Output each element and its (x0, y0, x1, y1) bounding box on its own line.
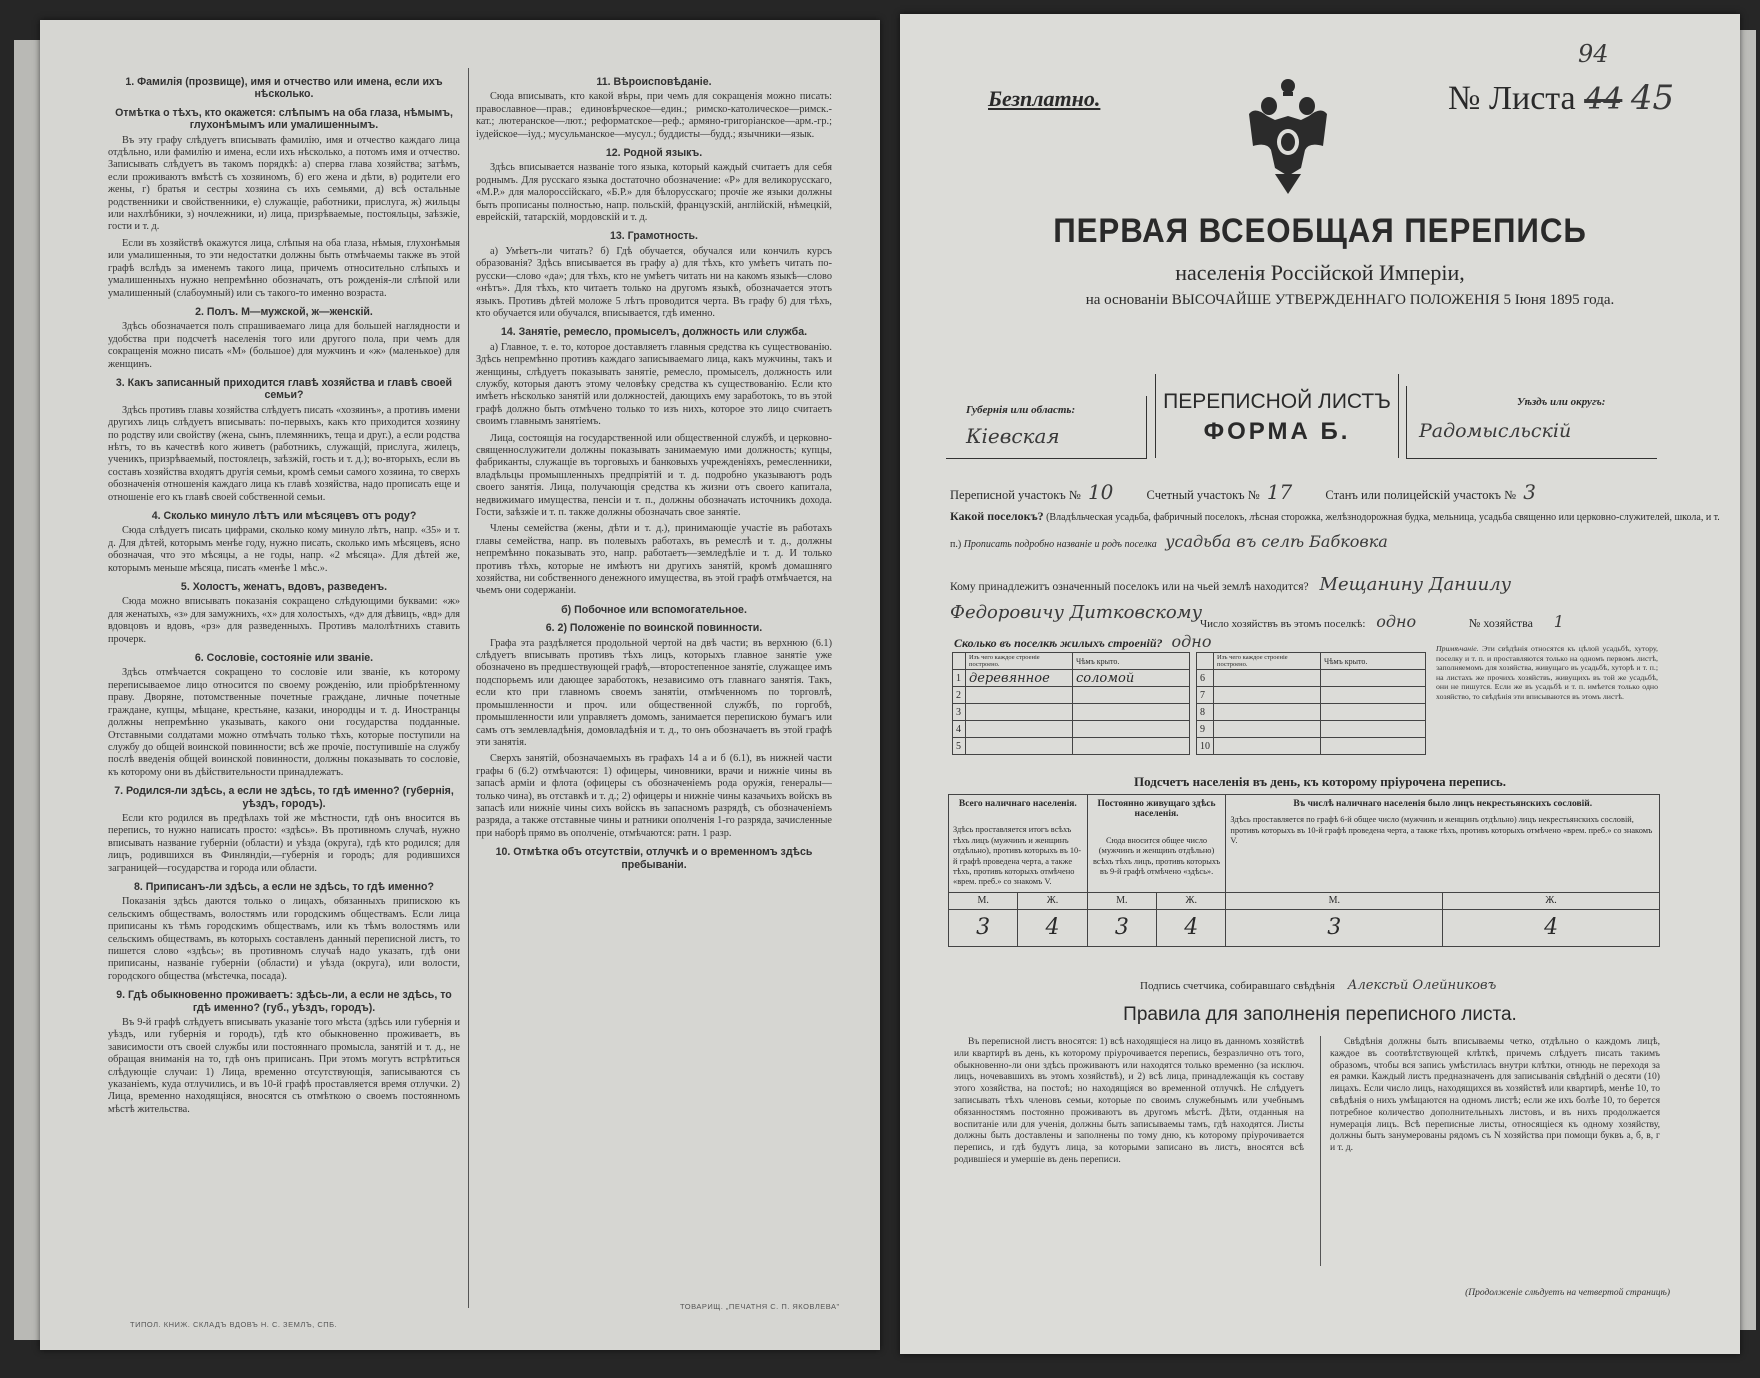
section-paragraph: а) Главное, т. е. то, которое доставляетъ главныя средства къ существованію. Здѣсь непремѣнно противъ каждаго записываемаго лица, какъ мужчины, такъ и женщины, слѣдуетъ показывать занятіе, ремесло, промыселъ, должность или службу, которыя даютъ этому человѣку средства къ существованію. Если кто имѣетъ нѣсколько занятій или должностей, дающихъ ему заработокъ, то въ этой графѣ должно быть отмѣчено только то изъ нихъ, которое это лицо считаетъ своимъ главнымъ занятіемъ. (476, 341, 832, 428)
count-value: 3 (949, 909, 1018, 946)
count-heading: Подсчетъ населенія въ день, къ которому пріурочена перепись. (1134, 774, 1506, 789)
building-row (1197, 721, 1426, 738)
buildings-row (954, 632, 1211, 651)
section-heading: 1. Фамилія (прозвище), имя и отчество или имена, если ихъ нѣсколько. (125, 76, 443, 101)
census-title: ПЕРВАЯ ВСЕОБЩАЯ ПЕРЕПИСЬ (1053, 212, 1587, 250)
count-col1-title: Всего наличнаго населенія. (958, 799, 1077, 809)
building-cell-empty (1214, 704, 1321, 721)
section-heading: 12. Родной языкъ. (605, 147, 703, 160)
settlement-row (950, 504, 1720, 557)
buildings-col-roof: Чѣмъ крыто. (1321, 653, 1426, 670)
building-cell-n: 2 (953, 687, 966, 704)
buildings-left-rows (953, 670, 1190, 755)
buildings-col-roof: Чѣмъ крыто. (1073, 653, 1190, 670)
count-col1-text: Здѣсь проставляется итогъ всѣхъ тѣхъ лицъ (мужчинъ и женщинъ отдѣльно), противъ которыхъ въ 10-й графѣ проведена черта, а также тѣхъ, противъ которыхъ отмѣчено «врем. преб.» со знакомъ V. (953, 825, 1082, 887)
household-no-label: № хозяйства (1468, 616, 1533, 630)
building-cell-n: 7 (1197, 687, 1214, 704)
count-table (948, 794, 1660, 947)
owner-value-2: Федоровичу Дитковскому (950, 602, 1203, 623)
building-row (1197, 704, 1426, 721)
section-heading: 9. Гдѣ обыкновенно проживаетъ: здѣсь-ли, а если не здѣсь, то гдѣ именно? (губ., уѣздъ, городъ). (116, 989, 452, 1014)
building-row (1197, 738, 1426, 755)
rules-continue: (Продолженіе слѣдуетъ на четвертой страницѣ) (1465, 1288, 1670, 1298)
rules-title: Правила для заполненія переписного листа. (1123, 1004, 1517, 1025)
building-cell-empty (1214, 687, 1321, 704)
building-row (953, 704, 1190, 721)
left-column-2 (476, 70, 832, 1270)
owner-label: Кому принадлежитъ означенный поселокъ или на чьей землѣ находится? (950, 581, 1309, 593)
printer-footer-left: ТИПОЛ. КНИЖ. СКЛАДЪ ВДОВЪ Н. С. ЗЕМЛЪ, СПБ. (130, 1320, 338, 1329)
form-title: ПЕРЕПИСНОЙ ЛИСТЪ (1163, 390, 1391, 413)
precinct-row (950, 480, 1710, 504)
buildings-label: Сколько въ поселкѣ жилыхъ строеній? (954, 636, 1163, 650)
building-cell-empty (1321, 687, 1426, 704)
section-paragraph: а) Умѣетъ-ли читать? б) Гдѣ обучается, обучался или кончилъ курсъ образованія? Здѣсь вписывается въ графу а) для тѣхъ, кто умѣетъ читать по-русски—слово «да»; для тѣхъ, кто не умѣетъ читать ни на какомъ языкѣ—слово «нѣтъ». Для тѣхъ, кто читаетъ только на другомъ языкѣ, обозначается этотъ языкъ. Противъ дѣтей моложе 5 лѣтъ проводится черта. Въ графу б) для тѣхъ, кто обучается или обучался, вписывается, гдѣ именно. (476, 245, 832, 319)
building-cell-empty (1321, 721, 1426, 738)
building-cell-b (1073, 687, 1190, 704)
owner-value-1: Мещанину Даниилу (1319, 574, 1512, 595)
building-cell-n: 5 (953, 738, 966, 755)
buildings-table-left (952, 652, 1190, 755)
male-label: М. (949, 892, 1018, 909)
section-heading: 3. Какъ записанный приходится главѣ хозяйства и главѣ своей семьи? (115, 376, 453, 402)
count-value: 3 (1226, 909, 1443, 946)
building-cell-empty (1214, 721, 1321, 738)
buildings-col-number (1197, 653, 1214, 670)
count-mf-row (949, 892, 1660, 909)
count-col3-header (1226, 795, 1660, 893)
building-cell-n: 6 (1197, 670, 1214, 687)
right-page (900, 14, 1740, 1354)
sheet-old-number: 44 (1584, 82, 1623, 117)
count-col3-title: Въ числѣ наличнаго населенія было лицъ некрестьянскихъ сословій. (1293, 799, 1593, 809)
section-heading: 10. Отмѣтка объ отсутствіи, отлучкѣ и о временномъ здѣсь пребываніи. (495, 846, 813, 871)
count-col2-title: Постоянно живущаго здѣсь населенія. (1097, 799, 1216, 820)
building-row (953, 670, 1190, 687)
section-heading: 11. Вѣроисповѣданіе. (596, 76, 712, 88)
section-paragraph: Сюда можно вписывать показанія сокращено слѣдующими буквами: «ж» для женатыхъ, «з» для замужнихъ, «х» для холостыхъ, «д» для дѣвицъ, «вд» для вдовцовъ и вдовъ, «рз» для разведенныхъ. Противъ малолѣтнихъ ставить прочерк. (108, 596, 460, 645)
stan-value: 3 (1523, 480, 1536, 504)
signature-label: Подпись счетчика, собиравшаго свѣдѣнія (1140, 980, 1335, 992)
section-paragraph: Показанія здѣсь даются только о лицахъ, обязанныхъ припискою къ сельскимъ обществамъ, волостямъ или городскимъ обществамъ. Если лица приписаны къ тѣмъ городскимъ обществамъ, или къ тѣмъ волостямъ или сельскимъ обществамъ, въ которыхъ составленъ данный переписной листъ, то пишется слово «здѣсь»; въ противномъ случаѣ надо указать, гдѣ они приписаны, названіе губерніи (области) и уѣзда (округа), или волости, городского общества (мѣстечка, посада). (108, 896, 460, 982)
precinct-value: 10 (1087, 480, 1114, 504)
rules-right-text: Свѣдѣнія должны быть вписываемы четко, отдѣльно о каждомъ лицѣ, каждое въ соотвѣтствующей клѣткѣ, причемъ слѣдуетъ писать такимъ образомъ, чтобы вся запись умѣстилась внутри клѣтки, отнюдь не переходя за ея рамки. Каждый листъ предназначенъ для записыванія свѣдѣній о десяти (10) лицахъ. Если число лицъ, находящихся въ хозяйствѣ или квартирѣ, менѣе 10, то свѣдѣнія о нихъ умѣщаются на одномъ листѣ; если же ихъ болѣе 10, то берется потребное количество дополнительныхъ листовъ, и въ нихъ продолжается нумерація лицъ. Всѣ переписные листы, относящіеся къ одному хозяйству, должны быть занумерованы рядомъ съ N хозяйства при помощи буквъ а, б, в, г и т. д. (1330, 1036, 1660, 1154)
section-heading: 6. Сословіе, состояніе или званіе. (194, 652, 374, 665)
building-cell-b (1073, 738, 1190, 755)
building-cell-n: 8 (1197, 704, 1214, 721)
rules-left-text: Въ переписной листъ вносятся: 1) всѣ находящіеся на лицо въ данномъ хозяйствѣ или квартирѣ въ день, къ которому пріурочивается перепись, безразлично отъ того, обыкновенно-ли они здѣсь проживаютъ или находятся только временно (за исключ. лицъ, ночевавшихъ въ этомъ хозяйствѣ), и 2) всѣ лица, принадлежащія къ составу этого хозяйства, на постоѣ; но находящіяся во временной отлучкѣ. Не слѣдуетъ записывать тѣхъ членовъ семьи, которые по своимъ служебнымъ или учебнымъ обязанностямъ постоянно проживаютъ въ другомъ мѣстѣ. Дѣти, отданныя на воспитаніе или для ученія, должны быть записываемы тамъ, гдѣ находятся. Листы должны быть доставлены и заполнены по тому дню, къ которому пріурочивается перепись, и гдѣ будутъ лица, за которыми записано въ листъ, вносятся всѣ родившіеся и умершіе въ день переписи. (954, 1036, 1304, 1165)
building-cell-b (1073, 704, 1190, 721)
building-cell-a: деревянное (966, 670, 1073, 687)
section-heading: 13. Грамотность. (610, 230, 698, 243)
building-row (1197, 687, 1426, 704)
double-headed-eagle-emblem (1245, 76, 1331, 196)
gubernia-value: Кіевская (966, 424, 1060, 448)
building-cell-empty (1214, 738, 1321, 755)
count-col1-header (949, 795, 1088, 893)
section-paragraph: Въ эту графу слѣдуетъ вписывать фамилію, имя и отчество каждаго лица отдѣльно, или фамилію и имена, если ихъ нѣсколько, а потомъ имя и отчество. Записывать слѣдуетъ въ такомъ порядкѣ: а) сперва глава хозяйства; затѣмъ, если проживаютъ вмѣстѣ съ хозяиномъ, б) его жена и дѣти, в) родители его жены, г) братья и сестры хозяина съ ихъ семьями, д) всѣ остальные родственники и свойственники, е) служащіе, работники, прислуга, ж) жильцы или нахлѣбники, з) ночлежники, и) лица, призрѣваемые, постояльцы, заѣзжіе, гости и т. д. (108, 134, 460, 233)
left-column-1 (108, 70, 460, 1270)
section-paragraph: Графа эта раздѣляется продольной чертой на двѣ части; въ верхнюю (6.1) слѣдуетъ вписывать противъ тѣхъ лицъ, которыхъ главное занятіе уже обозначено въ предшествующей графѣ,—второстепенное занятіе, служащее имъ подспорьемъ или дающее заработокъ, независимо отъ главнаго занятія. Такъ, если кто при главномъ своемъ занятіи, отмѣченномъ по торговлѣ, промышленности и проч. или общественной службѣ, по горгобѣ, промышленности или управляетъ домомъ, занимается перепискою бумагъ или самъ отъ землевладѣнія, домовладѣнія и т. д., то онъ обозначаетъ въ этой графѣ эти занятія. (476, 637, 832, 748)
settlement-hint: (Владѣльческая усадьба, фабричный поселокъ, лѣсная сторожка, желѣзнодорожная будка, мельница, усадьба священно или церковно-служителей, школа, и т. п.) (950, 512, 1720, 550)
section-paragraph: Здѣсь противъ главы хозяйства слѣдуетъ писать «хозяинъ», а противъ имени другихъ лицъ слѣдуетъ вписывать: по-первыхъ, какъ кто приходится хозяину по родству или свойству (жена, сынъ, племянникъ, теща и друг.), а если родства нѣтъ, то въ качествѣ кого живетъ (работникъ, служащій, прислуга, жилецъ, ученикъ, призрѣваемый, постоялецъ, заѣзжій, гость и т. д.); во-вторыхъ, если въ составъ хозяйства входятъ другія семьи, кромѣ семьи самого хозяина, то сверхъ обозначенія отношенія каждаго лица къ главѣ хозяйства, надо прописать еще и отношеніе его къ главѣ своей собственной семьи. (108, 404, 460, 503)
stan-label: Станъ или полицейскій участокъ № (1325, 488, 1517, 502)
free-label: Безплатно. (988, 86, 1101, 111)
section-paragraph: Здѣсь отмѣчается сокращено то сословіе или званіе, къ которому переписываемое лицо относится по своему рожденію, или пріобрѣтенному праву. Дворяне, потомственные почетные граждане, личные почетные граждане, купцы, мѣщане, крестьяне, казаки, инородцы и т. д. Иностранцы должны непремѣнно указывать, какого они государства подданные. Отставными солдатами можно отмѣчать только тѣхъ, которые поступили на службу до общей воинской повинности; всѣ же прочіе, поступившіе на службу послѣ введенія общей воинской повинности, должны показывать то сословіе, къ которому они въ дѣйствительности принадлежатъ. (108, 667, 460, 778)
census-subtitle: населенія Россійской Имперіи, (1175, 260, 1465, 285)
household-no-value: 1 (1553, 612, 1564, 631)
section-heading: 5. Холостъ, женатъ, вдовъ, разведенъ. (180, 581, 388, 594)
section-paragraph: Сверхъ занятій, обозначаемыхъ въ графахъ 14 а и б (6.1), въ нижней части графы 6 (6.2) отмѣчаются: 1) офицеры, чиновники, врачи и нижніе чины въ запасѣ арміи и флота (офицеры съ обозначеніемъ рода оружія, генералы—только чина), въ отставкѣ и т. д.; 2) офицеры и нижніе чины казачьихъ войскъ въ запасѣ или нижніе чины сихъ войскъ въ запасномъ разрядѣ, съ обозначеніемъ разряда, а также отставные чины и ратники ополченія 1-го разряда, зачисленные при наборѣ прямо въ ополченіе, отмѣчаются: ратн. 1 разр. (476, 753, 832, 839)
sheet-number (1448, 78, 1674, 118)
building-cell-a (966, 704, 1073, 721)
section-paragraph: Здѣсь обозначается полъ спрашиваемаго лица для большей наглядности и удобства при подсчетѣ населенія того или другого пола, при чемъ для сокращенія можно писать «М» (большое) для мужчинъ и «ж» (маленькое) для женщинъ. (108, 321, 460, 370)
form-subtitle: ФОРМА Б. (1203, 418, 1351, 445)
column-divider (468, 68, 469, 1308)
uezd-value: Радомысльскій (1419, 420, 1572, 442)
building-cell-n: 9 (1197, 721, 1214, 738)
female-label: Ж. (1443, 892, 1660, 909)
form-title-box (1155, 374, 1399, 458)
building-cell-n: 10 (1197, 738, 1214, 755)
buildings-col-number (953, 653, 966, 670)
section-paragraph: Если въ хозяйствѣ окажутся лица, слѣпыя на оба глаза, нѣмыя, глухонѣмыя или умалишенныя, то эти недостатки должны быть отмѣчаемы также въ этой графѣ вслѣдъ за именемъ такого лица, причемъ относительно слѣпыхъ и умалишенныхъ нужно непремѣнно обозначать, отъ рожденія-ли слѣпой или умалишенный (слабоумный) или съ такого-то именно возраста. (108, 237, 460, 299)
buildings-note (1436, 644, 1658, 702)
building-cell-empty (1321, 704, 1426, 721)
section-heading: 6. 2) Положеніе по воинской повинности. (545, 622, 763, 635)
section-heading: 14. Занятіе, ремесло, промыселъ, должность или служба. (500, 326, 808, 339)
section-heading: б) Побочное или вспомогательное. (561, 603, 747, 616)
female-label: Ж. (1018, 892, 1087, 909)
settlement-value: усадьба въ селѣ Бабковка (1165, 532, 1388, 551)
buildings-table-right (1196, 652, 1426, 755)
uezd-label: Уѣздъ или округъ: (1517, 396, 1606, 408)
corner-page-number: 94 (1578, 40, 1609, 68)
census-basis: на основаніи ВЫСОЧАЙШЕ УТВЕРЖДЕННАГО ПОЛОЖЕНІЯ 5 Іюня 1895 года. (1085, 292, 1615, 308)
building-row (953, 687, 1190, 704)
building-cell-n: 3 (953, 704, 966, 721)
building-cell-b: соломой (1073, 670, 1190, 687)
building-cell-a (966, 721, 1073, 738)
building-cell-a (966, 738, 1073, 755)
section-paragraph: Если кто родился въ предѣлахъ той же мѣстности, гдѣ онъ вносится въ перепись, то нужно написать просто: «здѣсь». Въ противномъ случаѣ, нужно вписывать название губерніи (области) и уѣзда (округа), гдѣ кто родился; для лицъ, родившихся въ Финляндіи,—губернія и городъ; для родившихся заграницей—государства и города или области. (108, 812, 460, 874)
households-label: Число хозяйствъ въ этомъ поселкѣ: (1200, 618, 1366, 630)
section-paragraph: Въ 9-й графѣ слѣдуетъ вписывать указаніе того мѣста (здѣсь или губернія и уѣздъ, или губернія и городъ), гдѣ кто обыкновенно проживаетъ, въ зависимости отъ своей службы или постояннаго промысла, занятій и т. д., не обращая вниманія на то, гдѣ онъ приписанъ. При этомъ могутъ встрѣтиться слѣдующіе случаи: 1) Лица, временно отсутствующія, записываются съ указаніемъ, куда отлучились, и въ 10-й графѣ проставляется время отлучки. 2) Лица, временно находящіяся, вносятся съ отмѣткою о своемъ постоянномъ мѣстѣ жительства. (108, 1017, 460, 1115)
building-cell-empty (1321, 738, 1426, 755)
sheet-new-number: 45 (1630, 78, 1675, 118)
gubernia-label: Губернія или область: (966, 404, 1076, 416)
note-title: Примѣчаніе. (1436, 644, 1479, 653)
building-row (953, 738, 1190, 755)
section-paragraph: Сюда вписывать, кто какой вѣры, при чемъ для сокращенія можно писать: православное—прав.; единовѣрческое—един.; римско-католическое—римск.-кат.; лютеранское—лют.; реформатское—реф.; армяно-григоріанское—арм.-гр.; іудейское—іуд.; мусульманское—мусул.; буддисты—будд.; язычники—язык. (476, 91, 832, 140)
note-text: Эти свѣдѣнія относятся къ цѣлой усадьбѣ, хутору, поселку и т. п. и проставляются только на одномъ первомъ листѣ, заполняемомъ для хозяйства, живущаго въ усадьбѣ, хуторѣ и т. п.; на листахъ же прочихъ хозяйствъ, живущихъ въ той же усадьбѣ, они не пишутся. Если же въ усадьбѣ и т. п. имѣется только одно хозяйство, то свѣдѣнія эти вписываются въ этомъ листѣ. (1436, 644, 1659, 701)
signature-row (1140, 978, 1496, 993)
count-col3-text: Здѣсь проставляется по графѣ 6-й общее число (мужчинъ и женщинъ отдѣльно) лицъ некрестьянскихъ сословій, противъ которыхъ въ 10-й графѣ проведена черта, а также тѣхъ, противъ которыхъ отмѣчено «врем. преб.» со знакомъ V. (1230, 815, 1653, 846)
signature-value: Алексѣй Олейниковъ (1347, 978, 1497, 993)
count-col2-header (1087, 795, 1226, 893)
building-cell-empty (1321, 670, 1426, 687)
building-row (1197, 670, 1426, 687)
section-paragraph: Члены семейства (жены, дѣти и т. д.), принимающіе участіе въ работахъ главы семейства, напр. въ полевыхъ работахъ, въ ремеслѣ и т. д., должны непремѣнно показывать это, напр. работаетъ—земледѣліе и т. д. И только противъ тѣхъ, которые не имѣютъ ни другихъ занятій, кромѣ домашняго хозяйства, ни собственного денежного имущества, въ этой графѣ отмѣчается, на чьемъ они содержаніи. (476, 523, 832, 597)
building-cell-n: 4 (953, 721, 966, 738)
count-precinct-value: 17 (1266, 480, 1293, 504)
section-heading: 4. Сколько минуло лѣтъ или мѣсяцевъ отъ роду? (151, 510, 417, 522)
section-paragraph: Лица, состоящія на государственной или общественной службѣ, и церковно-священнослужители должны показывать занимаемую ими должность; купцы, фабриканты, служащіе въ торговыхъ и банковыхъ учрежденіяхъ, ремесленники, владѣльцы промышленныхъ предпріятій и т. д. подробно указываютъ родъ своего занятія. Лица, получающія средства къ жизни отъ своего капитала, недвижимаго имущества, пенсіи и т. п., должны обозначать источникъ дохода. Гости, заѣзжіе и т. п. также должны обозначать свое занятіе. (476, 432, 832, 518)
building-row (953, 721, 1190, 738)
households-value: одно (1376, 612, 1417, 631)
precinct-label: Переписной участокъ № (950, 488, 1081, 502)
left-page (40, 20, 880, 1350)
buildings-value: одно (1171, 632, 1212, 651)
settlement-hint-2: Прописать подробно названіе и родъ поселка (963, 539, 1157, 550)
uezd-box (1406, 386, 1657, 459)
building-cell-empty (1214, 670, 1321, 687)
buildings-col-material: Изъ чего каждое строеніе построено. (1214, 653, 1321, 670)
settlement-label: Какой поселокъ? (950, 509, 1044, 523)
households-row (1200, 612, 1564, 631)
building-cell-n: 1 (953, 670, 966, 687)
count-col2-text: Сюда вносится общее число (мужчинъ и женщинъ отдѣльно) всѣхъ тѣхъ лицъ, противъ которыхъ въ 9-й графѣ отмѣчено «здѣсь». (1092, 835, 1221, 877)
section-paragraph: Сюда слѣдуетъ писать цифрами, сколько кому минуло лѣтъ, напр. «35» и т. д. Для дѣтей, которымъ менѣе году, нужно писать, сколько имъ мѣсяцевъ, ясно обозначая, что это мѣсяцы, а не годы, напр. «2 мѣсяца». Для дѣтей же, которымъ меньше мѣсяца, писать «менѣе 1 мѣс.». (108, 525, 460, 574)
count-precinct-label: Счетный участокъ № (1146, 488, 1260, 502)
section-heading: Отмѣтка о тѣхъ, кто окажется: слѣпымъ на оба глаза, нѣмымъ, глухонѣмымъ или умалишеннымъ. (115, 106, 453, 132)
count-value: 4 (1018, 909, 1087, 946)
count-value: 4 (1443, 909, 1660, 946)
buildings-right-rows (1197, 670, 1426, 755)
section-paragraph: Здѣсь вписывается названіе того языка, который каждый считаетъ для себя роднымъ. Для русскаго языка достаточно обозначение: «Р» для великорусскаго, «М.Р.» для малороссійскаго, «Б.Р.» для бѣлорусскаго; прочіе же языки должны быть прописаны полностью, напр. польскій, французскій, англійскій, нѣмецкій, еврейскій, татарскій, мордовскій и т. д. (476, 162, 832, 224)
count-value: 4 (1157, 909, 1226, 946)
count-values-row (949, 909, 1660, 946)
printer-footer-right: ТОВАРИЩ. „ПЕЧАТНЯ С. П. ЯКОВЛЕВА" (680, 1302, 840, 1311)
male-label: М. (1226, 892, 1443, 909)
building-cell-b (1073, 721, 1190, 738)
female-label: Ж. (1157, 892, 1226, 909)
rules-divider (1320, 1036, 1321, 1266)
section-heading: 8. Приписанъ-ли здѣсь, а если не здѣсь, то гдѣ именно? (134, 880, 434, 893)
buildings-col-material: Изъ чего каждое строеніе построено. (966, 653, 1073, 670)
section-heading: 7. Родился-ли здѣсь, а если не здѣсь, то гдѣ именно? (губернія, уѣздъ, городъ). (114, 785, 454, 810)
building-cell-a (966, 687, 1073, 704)
gubernia-box (946, 396, 1147, 459)
sheet-label: № Листа (1448, 80, 1576, 117)
count-value: 3 (1087, 909, 1156, 946)
male-label: М. (1087, 892, 1156, 909)
section-heading: 2. Полъ. М—мужской, ж—женскій. (195, 305, 373, 318)
